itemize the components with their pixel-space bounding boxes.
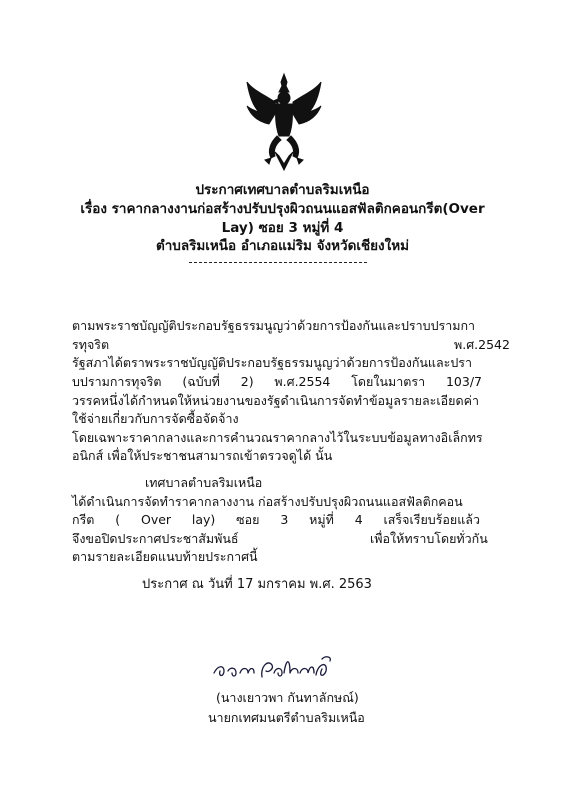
- body-line: โดยเฉพาะราคากลางและการคำนวณราคากลางไว้ในระบบข้อมูลทางอิเล็กทร: [72, 430, 483, 445]
- subject-line-continued: Lay) ซอย 3 หมู่ที่ 4: [221, 220, 344, 236]
- body-line: พ.ศ.2542: [454, 337, 510, 352]
- body-line: เทศบาลตำบลริมเหนือ: [145, 475, 263, 490]
- signatory-title: นายกเทศมนตรีตำบลริมเหนือ: [208, 710, 365, 725]
- body-line: รทุจริต: [72, 337, 110, 352]
- body-line: รัฐสภาได้ตราพระราชบัญญัติประกอบรัฐธรรมนูญว่าด้วยการป้องกันและปรา: [72, 355, 473, 370]
- body-line: กรีต ( Over lay) ซอย 3 หมู่ที่ 4 เสร็จเรียบร้อยแล้ว: [72, 512, 480, 527]
- body-line: บปรามการทุจริต (ฉบับที่ 2) พ.ศ.2554 โดยในมาตรา 103/7: [72, 374, 482, 389]
- body-line: ตามรายละเอียดแนบท้ายประกาศนี้: [72, 549, 258, 564]
- signatory-name: (นางเยาวพา กันทาลักษณ์): [216, 690, 359, 705]
- announcement-title: ประกาศเทศบาลตำบลริมเหนือ: [195, 182, 370, 198]
- body-line: จึงขอปิดประกาศประชาสัมพันธ์: [72, 531, 239, 546]
- header-divider: [189, 262, 367, 263]
- handwritten-signature: [210, 651, 340, 685]
- body-line: อนิกส์ เพื่อให้ประชาชนสามารถเข้าตรวจดูได้ นั้น: [72, 448, 333, 463]
- body-line: ตามพระราชบัญญัติประกอบรัฐธรรมนูญว่าด้วยการป้องกันและปราบปรามกา: [72, 318, 476, 333]
- subject-line: เรื่อง ราคากลางงานก่อสร้างปรับปรุงผิวถนนแอสฟัลติกคอนกรีต(Over: [80, 201, 485, 217]
- location-line: ตำบลริมเหนือ อำเภอแม่ริม จังหวัดเชียงใหม่: [155, 238, 410, 254]
- body-line: วรรคหนึ่งได้กำหนดให้หน่วยงานของรัฐดำเนินการจัดทำข้อมูลรายละเอียดค่า: [72, 393, 479, 408]
- body-line: ใช้จ่ายเกี่ยวกับการจัดซื้อจัดจ้าง: [72, 411, 239, 426]
- body-line: ได้ดำเนินการจัดทำราคากลางงาน ก่อสร้างปรับปรุงผิวถนนแอสฟัลติกคอน: [72, 494, 463, 509]
- body-line: เพื่อให้ทราบโดยทั่วกัน: [370, 531, 488, 546]
- announcement-date: ประกาศ ณ วันที่ 17 มกราคม พ.ศ. 2563: [142, 577, 372, 592]
- garuda-emblem-icon: [245, 72, 323, 172]
